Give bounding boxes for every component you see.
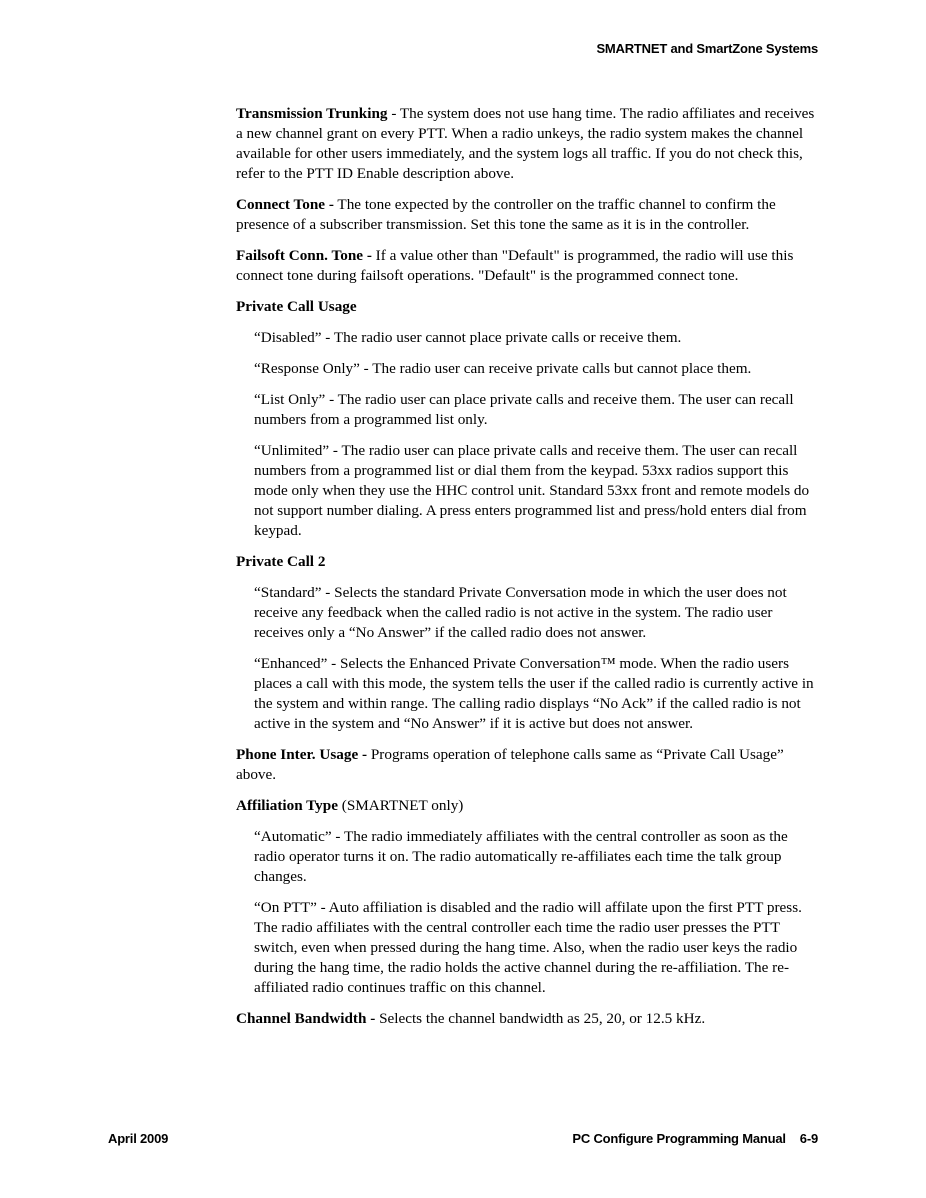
paragraph-text: Selects the channel bandwidth as 25, 20, or 12.5 kHz. <box>375 1010 706 1027</box>
heading-private-call-2 <box>236 552 820 572</box>
paragraph-text: - The system does not use hang time. The radio affiliates and receives a new channel grant on every PTT. When a radio unkeys, the radio system makes the channel available for other users immediately, and the system logs all traffic. If you do not check this, refer to the PTT ID Enable description above. <box>236 105 815 182</box>
paragraph-text: Programs operation of telephone calls same as “Private Call Usage” above. <box>236 746 784 783</box>
page-number: 6-9 <box>799 1131 818 1146</box>
page-body <box>236 104 820 1040</box>
term-label: Affiliation Type <box>236 797 338 814</box>
option-automatic: “Automatic” - The radio immediately affiliates with the central controller as soon as the radio operator turns it on. The radio automatically re-affiliates each time the talk group changes. <box>254 828 788 885</box>
term-label: Private Call Usage <box>236 298 357 315</box>
footer-manual-title: PC Configure Programming Manual <box>572 1131 786 1146</box>
option-standard: “Standard” - Selects the standard Private Conversation mode in which the user does not receive any feedback when the called radio is not active in the system. The radio user receives only a “No Answer” if the called radio does not answer. <box>254 584 787 641</box>
term-label: Channel Bandwidth - <box>236 1010 376 1027</box>
footer-date: April 2009 <box>108 1131 169 1146</box>
paragraph-text: (SMARTNET only) <box>337 797 464 814</box>
option-enhanced: “Enhanced” - Selects the Enhanced Private Conversation™ mode. When the radio users places a call with this mode, the system tells the user if the called radio is currently active in the system and within range. The calling radio displays “No Ack” if the called radio is not active in the system and “No Answer” if it is active but does not answer. <box>254 655 814 732</box>
option-disabled: “Disabled” - The radio user cannot place private calls or receive them. <box>254 329 682 346</box>
paragraph-channel-bandwidth <box>236 1009 820 1029</box>
term-label: Phone Inter. Usage - <box>236 746 368 763</box>
option-unlimited: “Unlimited” - The radio user can place private calls and receive them. The user can recall numbers from a programmed list or dial them from the keypad. 53xx radios support this mode only when they use the HHC control unit. Standard 53xx front and remote models do not support number dialing. A press enters programmed list and press/hold enters dial from keypad. <box>254 442 810 539</box>
option-on-ptt: “On PTT” - Auto affiliation is disabled and the radio will affilate upon the first PTT press. The radio affiliates with the central controller each time the radio user presses the PTT switch, even when pressed during the hang time. Also, when the radio user keys the radio during the hang time, the radio holds the active channel during the re-affiliation. The re-affiliated radio continues traffic on this channel. <box>254 899 802 996</box>
footer-manual-info <box>572 1131 818 1146</box>
term-label: Connect Tone - <box>236 196 334 213</box>
option-response-only: “Response Only” - The radio user can receive private calls but cannot place them. <box>254 360 752 377</box>
paragraph-text: The tone expected by the controller on the traffic channel to confirm the presence of a subscriber transmission. Set this tone the same as it is in the controller. <box>236 196 776 233</box>
term-label: Private Call 2 <box>236 553 326 570</box>
term-label: Failsoft Conn. Tone - <box>236 247 372 264</box>
paragraph-text: If a value other than "Default" is programmed, the radio will use this connect tone during failsoft operations. "Default" is the programmed connect tone. <box>236 247 794 284</box>
option-list-only: “List Only” - The radio user can place private calls and receive them. The user can recall numbers from a programmed list only. <box>254 391 794 428</box>
paragraph-phone-inter-usage <box>236 745 820 785</box>
term-label: Transmission Trunking <box>236 105 388 122</box>
paragraph-transmission-trunking <box>236 104 820 184</box>
running-header: SMARTNET and SmartZone Systems <box>596 41 818 56</box>
heading-private-call-usage <box>236 297 820 317</box>
paragraph-failsoft-conn-tone <box>236 246 820 286</box>
paragraph-connect-tone <box>236 195 820 235</box>
heading-affiliation-type <box>236 796 820 816</box>
